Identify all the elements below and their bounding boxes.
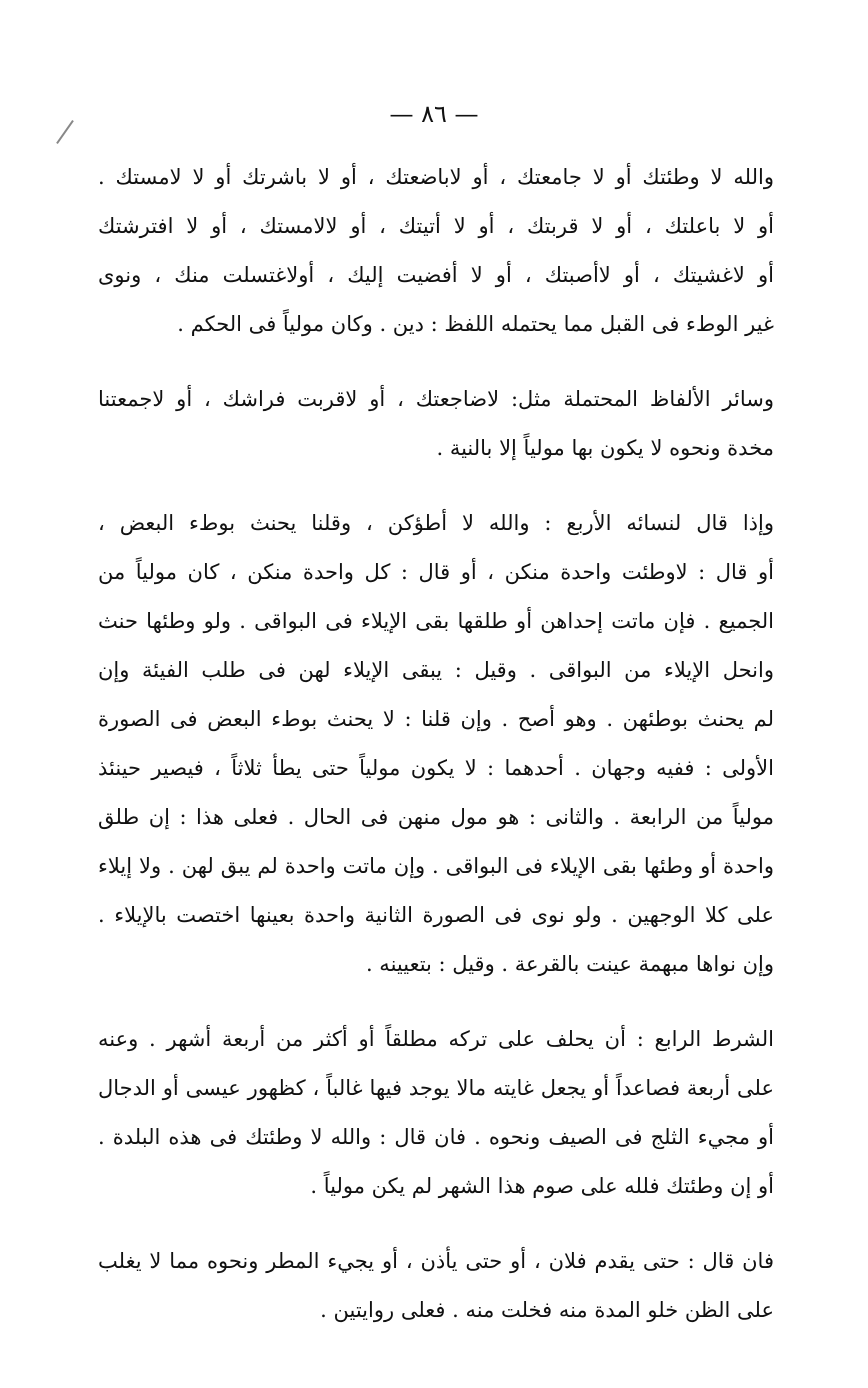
text-line: مولياً من الرابعة . والثانى : هو مول منهن فى الحال . فعلى هذا : إن طلق — [98, 805, 774, 829]
paragraph-two-narrations — [98, 1246, 774, 1344]
text-line: لم يحنث بوطئهن . وهو أصح . وإن قلنا : لا يحنث بوطء البعض فى الصورة — [98, 707, 774, 731]
paragraph-oath-wording — [98, 162, 774, 358]
text-line: الجميع . فإن ماتت إحداهن أو طلقها بقى الإيلاء فى البواقى . ولو وطئها حنث — [98, 609, 774, 633]
text-line: على كلا الوجهين . ولو نوى فى الصورة الثانية واحدة بعينها اختصت بالإيلاء . — [98, 903, 774, 927]
text-line: أو إن وطئتك فلله على صوم هذا الشهر لم يكن مولياً . — [310, 1174, 774, 1198]
text-line: غير الوطء فى القبل مما يحتمله اللفظ : دين . وكان مولياً فى الحكم . — [177, 312, 774, 336]
text-line: أو قال : لاوطئت واحدة منكن ، أو قال : كل واحدة منكن ، كان مولياً من — [98, 560, 774, 584]
text-line: مخدة ونحوه لا يكون بها مولياً إلا بالنية . — [436, 436, 774, 460]
text-line: واحدة أو وطئها بقى الإيلاء فى البواقى . وإن ماتت واحدة لم يبق لهن . ولا إيلاء — [98, 854, 774, 878]
text-line: وسائر الألفاظ المحتملة مثل: لاضاجعتك ، أو لاقربت فراشك ، أو لاجمعتنا — [98, 387, 774, 411]
text-line: فان قال : حتى يقدم فلان ، أو حتى يأذن ، أو يجيء المطر ونحوه مما لا يغلب — [98, 1249, 774, 1273]
paragraph-fourth-condition — [98, 1024, 774, 1220]
paragraph-ambiguous-words — [98, 384, 774, 482]
paragraph-four-wives — [98, 508, 774, 998]
text-line: أو لاغشيتك ، أو لاأصبتك ، أو لا أفضيت إليك ، أولاغتسلت منك ، ونوى — [98, 263, 774, 287]
text-line: وإن نواها مبهمة عينت بالقرعة . وقيل : بتعيينه . — [365, 952, 774, 976]
text-line: على أربعة فصاعداً أو يجعل غايته مالا يوجد فيها غالباً ، كظهور عيسى أو الدجال — [98, 1076, 774, 1100]
text-line: أو لا باعلتك ، أو لا قربتك ، أو لا أتيتك ، أو لالامستك ، أو لا افترشتك — [98, 214, 774, 238]
text-line: على الظن خلو المدة منه فخلت منه . فعلى روايتين . — [320, 1298, 774, 1322]
text-line: الشرط الرابع : أن يحلف على تركه مطلقاً أو أكثر من أربعة أشهر . وعنه — [98, 1027, 774, 1051]
text-line: الأولى : ففيه وجهان . أحدهما : لا يكون مولياً حتى يطأ ثلاثاً ، فيصير حينئذ — [98, 756, 774, 780]
page-number: — ٨٦ — — [389, 100, 479, 128]
text-line: وانحل الإيلاء من البواقى . وقيل : يبقى الإيلاء لهن فى طلب الفيئة وإن — [98, 658, 774, 682]
page-body — [98, 162, 774, 1344]
text-line: أو مجيء الثلج فى الصيف ونحوه . فان قال : والله لا وطئتك فى هذه البلدة . — [98, 1125, 774, 1149]
text-line: وإذا قال لنسائه الأربع : والله لا أطؤكن ، وقلنا يحنث بوطء البعض ، — [98, 511, 774, 535]
text-line: والله لا وطئتك أو لا جامعتك ، أو لاباضعتك ، أو لا باشرتك أو لا لامستك . — [98, 165, 774, 189]
